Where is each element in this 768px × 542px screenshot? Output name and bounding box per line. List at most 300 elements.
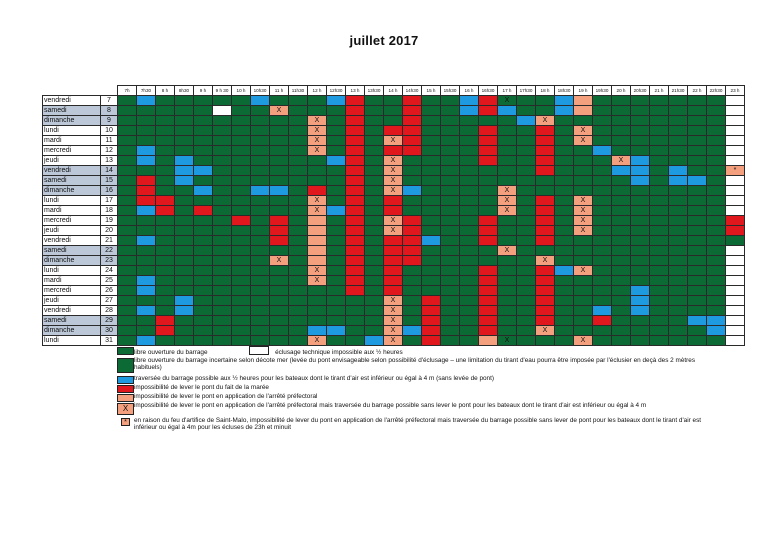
time-slot-cell: [460, 246, 479, 256]
time-slot-cell: [346, 306, 365, 316]
time-slot-cell: [574, 316, 593, 326]
time-slot-cell: [251, 266, 270, 276]
time-slot-cell: X: [308, 116, 327, 126]
time-slot-cell: [650, 106, 669, 116]
time-slot-cell: [555, 246, 574, 256]
time-slot-cell: [460, 306, 479, 316]
time-slot-cell: [365, 176, 384, 186]
time-slot-cell: [612, 226, 631, 236]
time-slot-cell: [118, 166, 137, 176]
time-slot-cell: [517, 276, 536, 286]
time-slot-cell: [232, 116, 251, 126]
time-slot-cell: [650, 256, 669, 266]
time-slot-cell: [118, 196, 137, 206]
hour-header: 16 h: [460, 86, 479, 96]
time-slot-cell: [156, 226, 175, 236]
time-slot-cell: [669, 216, 688, 226]
day-row: [43, 316, 745, 326]
hour-header: 23 h: [726, 86, 745, 96]
time-slot-cell: [327, 246, 346, 256]
time-slot-cell: [688, 266, 707, 276]
day-name: mercredi: [43, 216, 101, 226]
legend-text-green-uncertain: libre ouverture du barrage incertaine selon décote mer (levée du pont envisageable selon possibilité d'éclusage – une limitation du tirant d'eau pourra être imposée par l'éclusier en deçà des 2 mètres habituels): [134, 356, 696, 372]
time-slot-cell: [441, 196, 460, 206]
time-slot-cell: [156, 96, 175, 106]
time-slot-cell: [688, 306, 707, 316]
time-slot-cell: [137, 106, 156, 116]
time-slot-cell: [498, 256, 517, 266]
time-slot-cell: [726, 316, 745, 326]
time-slot-cell: [688, 96, 707, 106]
time-slot-cell: [517, 96, 536, 106]
time-slot-cell: [327, 236, 346, 246]
hour-header: 22 h: [688, 86, 707, 96]
time-slot-cell: [232, 306, 251, 316]
time-slot-cell: [479, 266, 498, 276]
time-slot-cell: [593, 286, 612, 296]
time-slot-cell: [460, 126, 479, 136]
time-slot-cell: [365, 196, 384, 206]
time-slot-cell: [365, 136, 384, 146]
time-slot-cell: [346, 236, 365, 246]
time-slot-cell: [365, 206, 384, 216]
time-slot-cell: [346, 336, 365, 346]
day-number: 21: [101, 236, 118, 246]
time-slot-cell: [536, 276, 555, 286]
time-slot-cell: [593, 166, 612, 176]
time-slot-cell: X: [384, 306, 403, 316]
time-slot-cell: [726, 136, 745, 146]
time-slot-cell: [175, 276, 194, 286]
time-slot-cell: [441, 166, 460, 176]
time-slot-cell: [612, 196, 631, 206]
time-slot-cell: [612, 286, 631, 296]
time-slot-cell: [707, 326, 726, 336]
day-number: 29: [101, 316, 118, 326]
hour-header: 19h30: [593, 86, 612, 96]
time-slot-cell: [593, 296, 612, 306]
time-slot-cell: [555, 326, 574, 336]
time-slot-cell: [422, 236, 441, 246]
time-slot-cell: [726, 206, 745, 216]
hour-header: 8 h: [156, 86, 175, 96]
time-slot-cell: [555, 146, 574, 156]
time-slot-cell: [650, 336, 669, 346]
time-slot-cell: [441, 146, 460, 156]
time-slot-cell: [726, 286, 745, 296]
time-slot-cell: [612, 106, 631, 116]
time-slot-cell: [498, 266, 517, 276]
legend-swatch-orange-x: X: [117, 403, 134, 415]
time-slot-cell: [574, 256, 593, 266]
time-slot-cell: [631, 326, 650, 336]
time-slot-cell: X: [308, 146, 327, 156]
time-slot-cell: [308, 316, 327, 326]
time-slot-cell: [118, 256, 137, 266]
hour-header: 18 h: [536, 86, 555, 96]
time-slot-cell: [574, 166, 593, 176]
time-slot-cell: [460, 226, 479, 236]
time-slot-cell: [688, 296, 707, 306]
time-slot-cell: [365, 96, 384, 106]
time-slot-cell: [631, 186, 650, 196]
hour-header: 17 h: [498, 86, 517, 96]
time-slot-cell: [669, 146, 688, 156]
time-slot-cell: [707, 246, 726, 256]
time-slot-cell: [232, 196, 251, 206]
time-slot-cell: [612, 256, 631, 266]
time-slot-cell: [384, 276, 403, 286]
time-slot-cell: [213, 186, 232, 196]
time-slot-cell: [289, 196, 308, 206]
time-slot-cell: [346, 126, 365, 136]
time-slot-cell: [232, 136, 251, 146]
time-slot-cell: [650, 326, 669, 336]
time-slot-cell: [175, 156, 194, 166]
time-slot-cell: [555, 276, 574, 286]
time-slot-cell: [707, 286, 726, 296]
time-slot-cell: [669, 126, 688, 136]
day-name: mercredi: [43, 286, 101, 296]
legend-item-star: [117, 417, 717, 432]
time-slot-cell: [384, 286, 403, 296]
time-slot-cell: [194, 126, 213, 136]
time-slot-cell: [726, 186, 745, 196]
time-slot-cell: [688, 186, 707, 196]
day-row: [43, 286, 745, 296]
time-slot-cell: X: [536, 116, 555, 126]
time-slot-cell: [137, 246, 156, 256]
time-slot-cell: [289, 186, 308, 196]
time-slot-cell: X: [384, 336, 403, 346]
time-slot-cell: X: [498, 206, 517, 216]
time-slot-cell: [631, 96, 650, 106]
hour-header: 21 h: [650, 86, 669, 96]
time-slot-cell: [650, 156, 669, 166]
time-slot-cell: [156, 156, 175, 166]
time-slot-cell: [555, 196, 574, 206]
time-slot-cell: [707, 296, 726, 306]
time-slot-cell: [213, 246, 232, 256]
time-slot-cell: [479, 96, 498, 106]
time-slot-cell: [650, 176, 669, 186]
time-slot-cell: [479, 176, 498, 186]
time-slot-cell: [327, 326, 346, 336]
time-slot-cell: [669, 256, 688, 266]
time-slot-cell: [194, 316, 213, 326]
time-slot-cell: [194, 166, 213, 176]
time-slot-cell: [612, 246, 631, 256]
time-slot-cell: [460, 336, 479, 346]
time-slot-cell: [270, 326, 289, 336]
time-slot-cell: [555, 166, 574, 176]
time-slot-cell: [156, 326, 175, 336]
time-slot-cell: [156, 316, 175, 326]
time-slot-cell: [175, 116, 194, 126]
time-slot-cell: [593, 276, 612, 286]
time-slot-cell: [650, 186, 669, 196]
time-slot-cell: [327, 276, 346, 286]
time-slot-cell: [365, 156, 384, 166]
time-slot-cell: [384, 266, 403, 276]
time-slot-cell: [612, 216, 631, 226]
time-slot-cell: [650, 196, 669, 206]
time-slot-cell: [726, 266, 745, 276]
time-slot-cell: [650, 306, 669, 316]
time-slot-cell: [289, 136, 308, 146]
time-slot-cell: [403, 186, 422, 196]
hour-header: 15 h: [422, 86, 441, 96]
time-slot-cell: [688, 326, 707, 336]
time-slot-cell: [631, 236, 650, 246]
time-slot-cell: [118, 286, 137, 296]
hour-header: 16h30: [479, 86, 498, 96]
time-slot-cell: [517, 306, 536, 316]
time-slot-cell: [137, 156, 156, 166]
time-slot-cell: [270, 136, 289, 146]
legend-swatch-green: [117, 347, 134, 355]
time-slot-cell: [555, 266, 574, 276]
time-slot-cell: [232, 176, 251, 186]
time-slot-cell: [156, 186, 175, 196]
time-slot-cell: [517, 296, 536, 306]
time-slot-cell: [574, 246, 593, 256]
time-slot-cell: [194, 286, 213, 296]
time-slot-cell: [707, 126, 726, 136]
time-slot-cell: X: [308, 206, 327, 216]
time-slot-cell: [118, 296, 137, 306]
time-slot-cell: [422, 146, 441, 156]
time-slot-cell: [251, 136, 270, 146]
time-slot-cell: [194, 306, 213, 316]
time-slot-cell: [327, 166, 346, 176]
time-slot-cell: [536, 316, 555, 326]
time-slot-cell: [270, 156, 289, 166]
time-slot-cell: [441, 216, 460, 226]
time-slot-cell: [517, 246, 536, 256]
time-slot-cell: [213, 276, 232, 286]
time-slot-cell: [156, 176, 175, 186]
time-slot-cell: [593, 196, 612, 206]
time-slot-cell: X: [498, 246, 517, 256]
time-slot-cell: [650, 266, 669, 276]
time-slot-cell: X: [574, 136, 593, 146]
time-slot-cell: [403, 206, 422, 216]
time-slot-cell: [346, 106, 365, 116]
time-slot-cell: [688, 286, 707, 296]
time-slot-cell: [707, 136, 726, 146]
time-slot-cell: [270, 336, 289, 346]
time-slot-cell: [479, 256, 498, 266]
day-name: dimanche: [43, 326, 101, 336]
time-slot-cell: [213, 226, 232, 236]
time-slot-cell: [270, 296, 289, 306]
time-slot-cell: [593, 326, 612, 336]
legend-swatch-green-uncertain: [117, 358, 134, 373]
time-slot-cell: [346, 96, 365, 106]
time-slot-cell: [194, 236, 213, 246]
time-slot-cell: [327, 336, 346, 346]
time-slot-cell: [403, 216, 422, 226]
time-slot-cell: X: [270, 106, 289, 116]
time-slot-cell: [156, 206, 175, 216]
time-slot-cell: [327, 106, 346, 116]
time-slot-cell: [308, 286, 327, 296]
time-slot-cell: [669, 136, 688, 146]
time-slot-cell: X: [498, 336, 517, 346]
time-slot-cell: [479, 296, 498, 306]
time-slot-cell: [346, 146, 365, 156]
time-slot-cell: [403, 176, 422, 186]
time-slot-cell: [289, 206, 308, 216]
time-slot-cell: [175, 296, 194, 306]
time-slot-cell: [517, 116, 536, 126]
time-slot-cell: [232, 246, 251, 256]
time-slot-cell: [251, 306, 270, 316]
time-slot-cell: [593, 176, 612, 186]
time-slot-cell: [498, 126, 517, 136]
time-slot-cell: [479, 286, 498, 296]
time-slot-cell: [650, 166, 669, 176]
time-slot-cell: [688, 216, 707, 226]
time-slot-cell: X: [384, 166, 403, 176]
time-slot-cell: X: [574, 126, 593, 136]
time-slot-cell: [308, 306, 327, 316]
time-slot-cell: [137, 316, 156, 326]
day-name: jeudi: [43, 296, 101, 306]
time-slot-cell: [574, 176, 593, 186]
time-slot-cell: [251, 96, 270, 106]
time-slot-cell: [346, 276, 365, 286]
time-slot-cell: [384, 256, 403, 266]
time-slot-cell: [479, 206, 498, 216]
time-slot-cell: [213, 196, 232, 206]
time-slot-cell: [726, 306, 745, 316]
time-slot-cell: [327, 146, 346, 156]
time-slot-cell: [422, 186, 441, 196]
time-slot-cell: [327, 316, 346, 326]
time-slot-cell: [498, 276, 517, 286]
time-slot-cell: [327, 126, 346, 136]
time-slot-cell: [270, 146, 289, 156]
time-slot-cell: [403, 276, 422, 286]
day-name: samedi: [43, 106, 101, 116]
hour-header: 10 h: [232, 86, 251, 96]
time-slot-cell: [707, 186, 726, 196]
time-slot-cell: [327, 216, 346, 226]
time-slot-cell: [555, 96, 574, 106]
time-slot-cell: [289, 166, 308, 176]
time-slot-cell: X: [308, 126, 327, 136]
time-slot-cell: [631, 196, 650, 206]
time-slot-cell: [422, 226, 441, 236]
time-slot-cell: [270, 226, 289, 236]
time-slot-cell: [498, 106, 517, 116]
time-slot-cell: [194, 96, 213, 106]
time-slot-cell: [346, 296, 365, 306]
time-slot-cell: [346, 136, 365, 146]
time-slot-cell: [669, 266, 688, 276]
time-slot-cell: [669, 116, 688, 126]
time-slot-cell: [555, 136, 574, 146]
time-slot-cell: [175, 256, 194, 266]
time-slot-cell: [384, 196, 403, 206]
time-slot-cell: [289, 336, 308, 346]
time-slot-cell: X: [384, 296, 403, 306]
time-slot-cell: [346, 286, 365, 296]
day-name: samedi: [43, 246, 101, 256]
hour-header: 10h30: [251, 86, 270, 96]
time-slot-cell: [327, 226, 346, 236]
time-slot-cell: [422, 326, 441, 336]
time-slot-cell: [536, 136, 555, 146]
day-row: [43, 226, 745, 236]
time-slot-cell: [574, 236, 593, 246]
day-number: 7: [101, 96, 118, 106]
time-slot-cell: [536, 146, 555, 156]
time-slot-cell: [726, 326, 745, 336]
time-slot-cell: [612, 126, 631, 136]
time-slot-cell: [517, 176, 536, 186]
time-slot-cell: [707, 166, 726, 176]
time-slot-cell: [707, 176, 726, 186]
time-slot-cell: [403, 296, 422, 306]
time-slot-cell: [251, 296, 270, 306]
time-slot-cell: [137, 256, 156, 266]
time-slot-cell: [536, 336, 555, 346]
time-slot-cell: [612, 176, 631, 186]
time-slot-cell: [232, 276, 251, 286]
time-slot-cell: [555, 206, 574, 216]
time-slot-cell: [308, 236, 327, 246]
hour-header: 14h30: [403, 86, 422, 96]
time-slot-cell: [593, 206, 612, 216]
time-slot-cell: [441, 226, 460, 236]
time-slot-cell: [365, 146, 384, 156]
time-slot-cell: [251, 186, 270, 196]
time-slot-cell: [213, 146, 232, 156]
time-slot-cell: X: [384, 176, 403, 186]
time-slot-cell: [118, 186, 137, 196]
time-slot-cell: [536, 206, 555, 216]
time-slot-cell: [707, 206, 726, 216]
time-slot-cell: [650, 136, 669, 146]
time-slot-cell: [631, 146, 650, 156]
hour-header: 9 h 30: [213, 86, 232, 96]
time-slot-cell: [175, 226, 194, 236]
time-slot-cell: [517, 186, 536, 196]
time-slot-cell: [555, 126, 574, 136]
legend: [117, 346, 717, 432]
time-slot-cell: [726, 236, 745, 246]
time-slot-cell: [175, 96, 194, 106]
time-slot-cell: [175, 336, 194, 346]
legend-item-orange-x: [117, 402, 717, 411]
time-slot-cell: [213, 156, 232, 166]
time-slot-cell: [156, 126, 175, 136]
time-slot-cell: [631, 136, 650, 146]
time-slot-cell: [593, 306, 612, 316]
time-slot-cell: [688, 336, 707, 346]
time-slot-cell: [707, 146, 726, 156]
time-slot-cell: [441, 276, 460, 286]
time-slot-cell: [270, 236, 289, 246]
time-slot-cell: [726, 176, 745, 186]
time-slot-cell: [213, 326, 232, 336]
time-slot-cell: [631, 126, 650, 136]
time-slot-cell: [365, 336, 384, 346]
time-slot-cell: [251, 216, 270, 226]
